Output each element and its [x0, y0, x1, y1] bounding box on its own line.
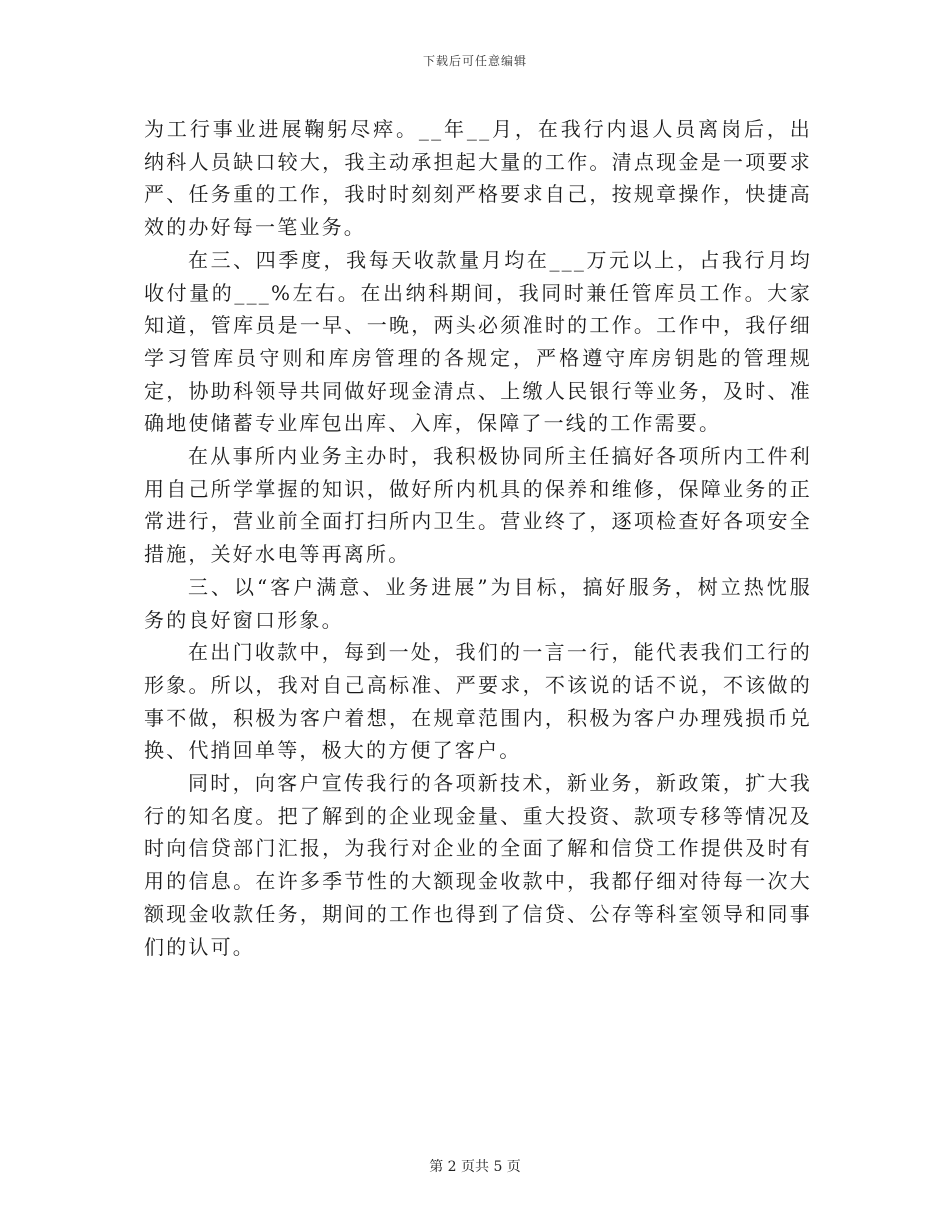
paragraph-office-duties: 在从事所内业务主办时，我积极协同所主任搞好各项所内工件利用自己所学掌握的知识，做好所内机具的保养和维修，保障业务的正常进行，营业前全面打扫所内卫生。营业终了，逐项检查好各项安全措施，关好水电等再离所。 — [144, 444, 812, 567]
section-heading-service: 三、以“客户满意、业务进展”为目标，搞好服务，树立热忱服务的良好窗口形象。 — [144, 574, 812, 632]
document-body — [144, 113, 812, 963]
paragraph-promotion: 同时，向客户宣传我行的各项新技术，新业务，新政策，扩大我行的知名度。把了解到的企业现金量、重大投资、款项专移等情况及时向信贷部门汇报，为我行对企业的全面了解和信贷工作提供及时有用的信息。在许多季节性的大额现金收款中，我都仔细对待每一次大额现金收款任务，期间的工作也得到了信贷、公存等科室领导和同事们的认可。 — [144, 771, 812, 959]
page-header: 下载后可任意编辑 — [422, 54, 527, 68]
paragraph-quarterly-work: 在三、四季度，我每天收款量月均在___万元以上，占我行月均收付量的___%左右。在出纳科期间，我同时兼任管库员工作。大家知道，管库员是一早、一晚，两头必须准时的工作。工作中，我仔细学习管库员守则和库房管理的各规定，严格遵守库房钥匙的管理规定，协助科领导共同做好现金清点、上缴人民银行等业务，及时、准确地使储蓄专业库包出库、入库，保障了一线的工作需要。 — [144, 247, 812, 436]
page-number: 第 2 页共 5 页 — [429, 1159, 521, 1175]
paragraph-continuation: 为工行事业进展鞠躬尽瘁。__年__月，在我行内退人员离岗后，出纳科人员缺口较大，我主动承担起大量的工作。清点现金是一项要求严、任务重的工作，我时时刻刻严格要求自己，按规章操作，快捷高效的办好每一笔业务。 — [144, 117, 812, 240]
paragraph-collection-conduct: 在出门收款中，每到一处，我们的一言一行，能代表我们工行的形象。所以，我对自己高标准、严要求，不该说的话不说，不该做的事不做，积极为客户着想，在规章范围内，积极为客户办理残损币兑换、代捎回单等，极大的方便了客户。 — [144, 640, 812, 763]
